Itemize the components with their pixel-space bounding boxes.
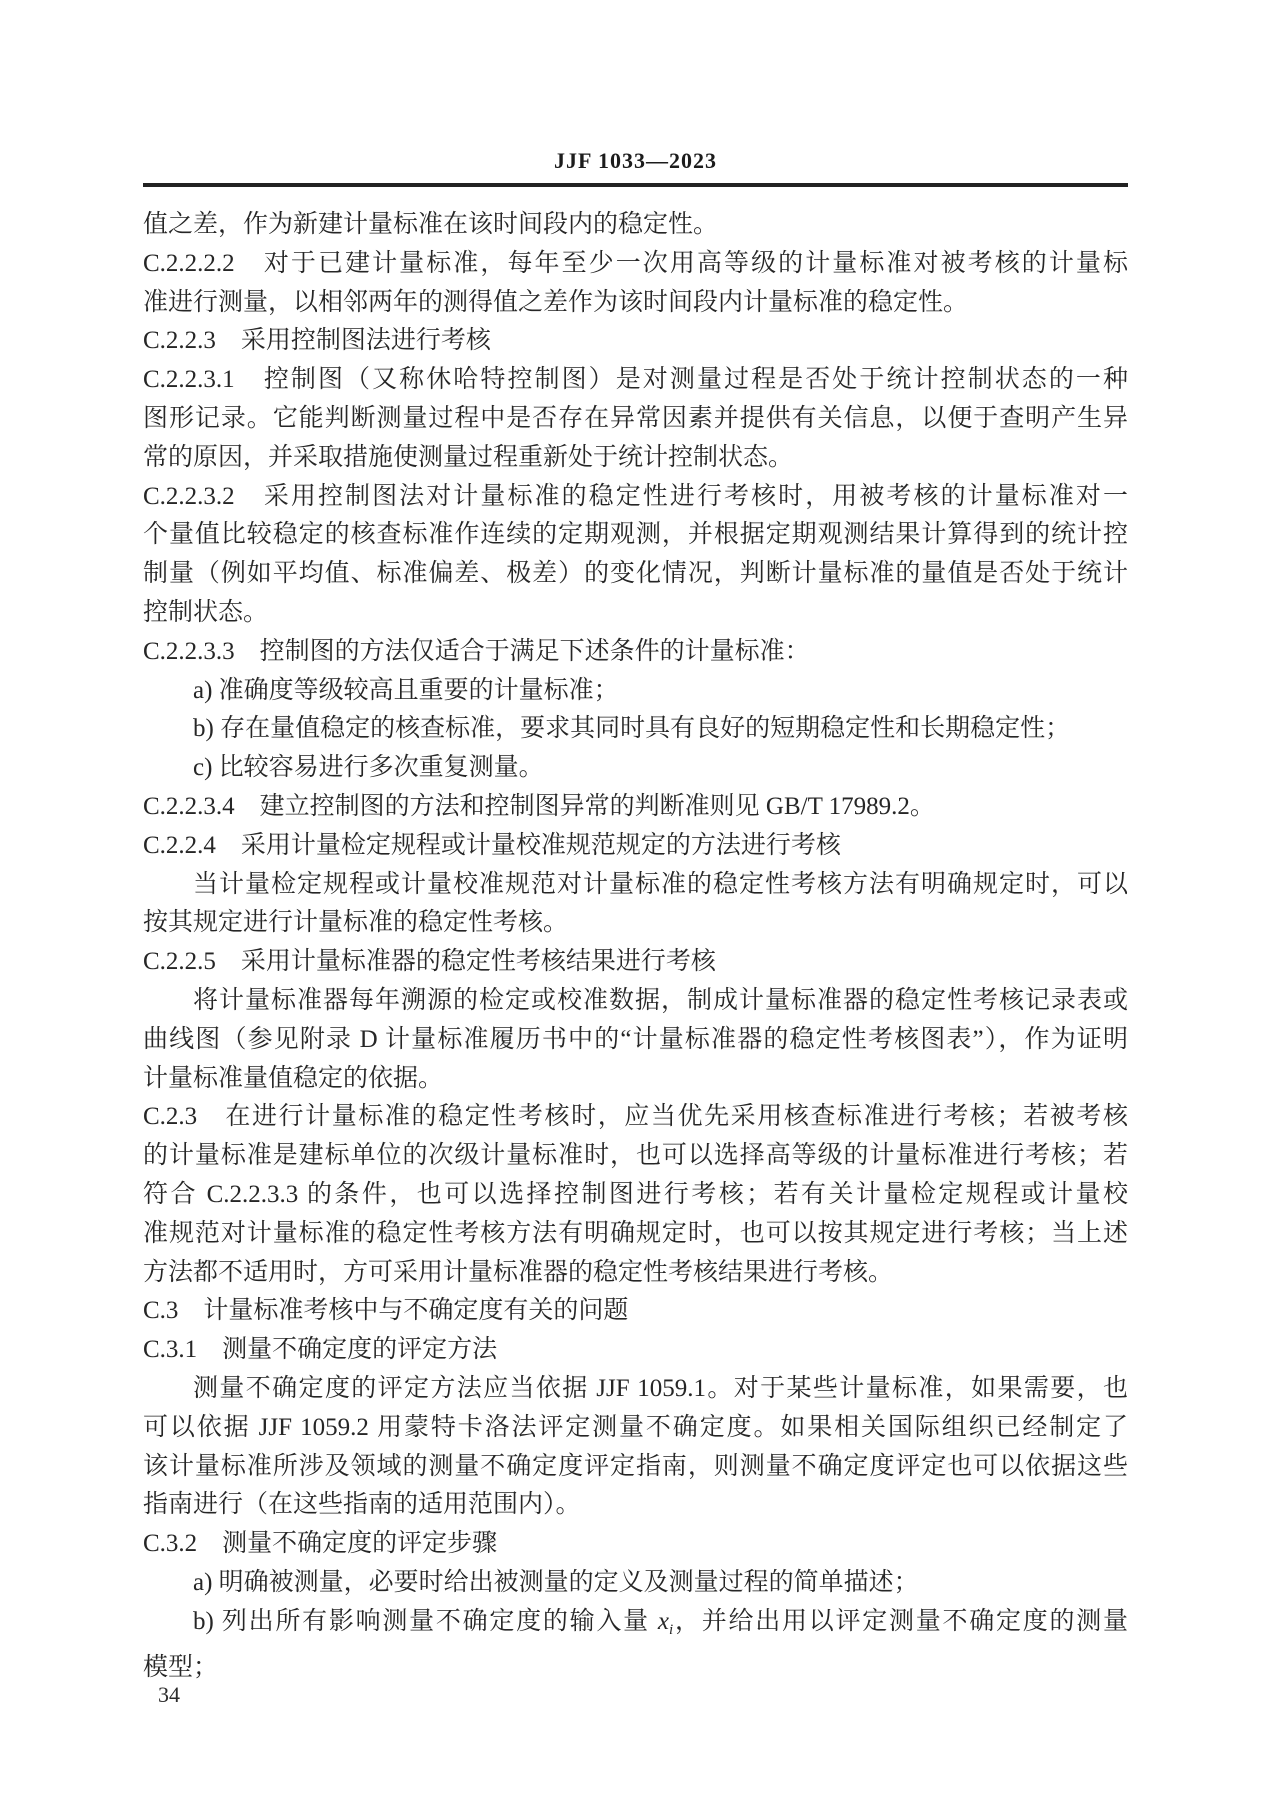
text-line: 测量不确定度的评定方法应当依据 JJF 1059.1。对于某些计量标准，如果需要，也 <box>193 1374 1128 1402</box>
text-line: 计量标准量值稳定的依据。 <box>143 1064 444 1092</box>
text-line <box>143 1603 1128 1650</box>
text-line: b) 存在量值稳定的核查标准，要求其同时具有良好的短期稳定性和长期稳定性； <box>193 715 1071 743</box>
text-line: 该计量标准所涉及领域的测量不确定度评定指南，则测量不确定度评定也可以依据这些 <box>143 1452 1128 1480</box>
text-line: 方法都不适用时，方可采用计量标准器的稳定性考核结果进行考核。 <box>143 1258 894 1286</box>
page-number: 34 <box>158 1682 180 1707</box>
text-line: 控制状态。 <box>143 598 269 626</box>
text-line: 制量（例如平均值、标准偏差、极差）的变化情况，判断计量标准的量值是否处于统计 <box>143 560 1128 588</box>
text-line: 常的原因，并采取措施使测量过程重新处于统计控制状态。 <box>143 443 794 471</box>
text-line: c) 比较容易进行多次重复测量。 <box>193 754 544 782</box>
text-line: C.3.2 测量不确定度的评定步骤 <box>143 1530 498 1558</box>
text-line: C.2.2.3.2 采用控制图法对计量标准的稳定性进行考核时，用被考核的计量标准对一 <box>143 482 1128 510</box>
text-line: 符合 C.2.2.3.3 的条件，也可以选择控制图进行考核；若有关计量检定规程或计量校 <box>143 1180 1128 1208</box>
text-line: 个量值比较稳定的核查标准作连续的定期观测，并根据定期观测结果计算得到的统计控 <box>143 521 1128 549</box>
text-line: 模型； <box>143 1654 219 1682</box>
text-line: C.3 计量标准考核中与不确定度有关的问题 <box>143 1297 629 1325</box>
text-line: C.2.2.5 采用计量标准器的稳定性考核结果进行考核 <box>143 948 716 976</box>
variable-text: i <box>669 1621 674 1638</box>
text-line: 图形记录。它能判断测量过程中是否存在异常因素并提供有关信息，以便于查明产生异 <box>143 404 1128 432</box>
header-rule <box>143 183 1128 187</box>
page-header-title: JJF 1033—2023 <box>553 148 718 173</box>
text-line: C.3.1 测量不确定度的评定方法 <box>143 1336 498 1364</box>
text-line: C.2.2.2.2 对于已建计量标准，每年至少一次用高等级的计量标准对被考核的计量标 <box>143 249 1128 277</box>
text-segment: ，并给出用以评定测量不确定度的测量 <box>673 1607 1128 1635</box>
text-line: 指南进行（在这些指南的适用范围内）。 <box>143 1491 581 1519</box>
text-line: C.2.2.3.4 建立控制图的方法和控制图异常的判断准则见 GB/T 17989.2。 <box>143 792 935 820</box>
text-line: 按其规定进行计量标准的稳定性考核。 <box>143 909 569 937</box>
text-line: 的计量标准是建标单位的次级计量标准时，也可以选择高等级的计量标准进行考核；若 <box>143 1142 1128 1170</box>
text-line: 将计量标准器每年溯源的检定或校准数据，制成计量标准器的稳定性考核记录表或 <box>193 986 1128 1014</box>
variable-text: x <box>657 1607 670 1635</box>
text-line: 可以依据 JJF 1059.2 用蒙特卡洛法评定测量不确定度。如果相关国际组织已经制定了 <box>143 1413 1128 1441</box>
text-line: a) 准确度等级较高且重要的计量标准； <box>193 676 619 704</box>
text-segment: b) 列出所有影响测量不确定度的输入量 <box>193 1607 658 1635</box>
text-line: C.2.2.3.1 控制图（又称休哈特控制图）是对测量过程是否处于统计控制状态的一种 <box>143 366 1128 394</box>
text-line: 当计量检定规程或计量校准规范对计量标准的稳定性考核方法有明确规定时，可以 <box>193 870 1128 898</box>
text-line: C.2.3 在进行计量标准的稳定性考核时，应当优先采用核查标准进行考核；若被考核 <box>143 1103 1128 1131</box>
text-line: a) 明确被测量，必要时给出被测量的定义及测量过程的简单描述； <box>193 1568 919 1596</box>
text-line: 准规范对计量标准的稳定性考核方法有明确规定时，也可以按其规定进行考核；当上述 <box>143 1219 1128 1247</box>
text-line: C.2.2.4 采用计量检定规程或计量校准规范规定的方法进行考核 <box>143 831 841 859</box>
text-line: 曲线图（参见附录 D 计量标准履历书中的“计量标准器的稳定性考核图表”），作为证明 <box>143 1025 1128 1053</box>
document-body <box>143 206 1128 1688</box>
text-line: 准进行测量，以相邻两年的测得值之差作为该时间段内计量标准的稳定性。 <box>143 288 969 316</box>
text-line: C.2.2.3 采用控制图法进行考核 <box>143 327 491 355</box>
text-line: 值之差，作为新建计量标准在该时间段内的稳定性。 <box>143 211 719 238</box>
text-line: C.2.2.3.3 控制图的方法仅适合于满足下述条件的计量标准： <box>143 637 810 665</box>
